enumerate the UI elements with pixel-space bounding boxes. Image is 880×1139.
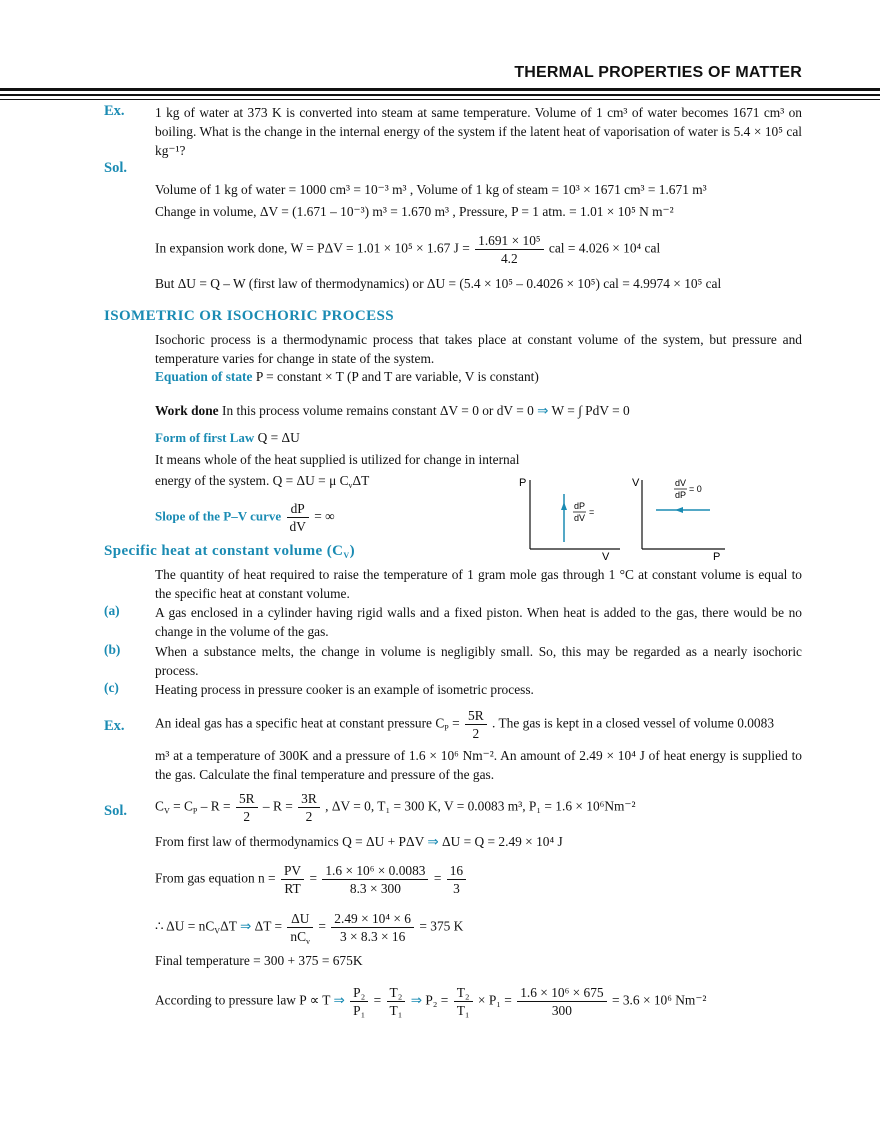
graph2-x-label: P: [713, 551, 721, 563]
cv-symbol: C: [155, 798, 164, 814]
fraction-denominator: $nC_v$: [290, 929, 311, 946]
fraction-numerator: ΔU: [287, 910, 313, 928]
fraction-numerator: 5R: [236, 790, 258, 808]
fraction-numerator: 2.49 × 10⁴ × 6: [331, 910, 414, 928]
graph2-y-label: V: [632, 477, 640, 489]
sol2-line1: $C_V = C_P - R$ = $\frac{5R}{2}$ – R = $\frac{3R}{2}$ , ΔV = 0, T₁ = 300 K, V = 0.0083 m³, P₁ = 1.6 × 10⁶Nm⁻²: [155, 791, 636, 824]
graph1-num: dP: [574, 501, 586, 511]
fraction-numerator: dP: [287, 500, 309, 518]
fraction-numerator: T₂: [387, 984, 406, 1002]
fraction-denominator: 2: [472, 726, 480, 741]
fraction-denominator: 2: [305, 809, 313, 824]
implies-arrow-icon: ⇒: [427, 834, 439, 849]
example-label: Ex.: [104, 103, 125, 119]
work-result: cal = 4.026 × 10⁴ cal: [548, 240, 661, 256]
sol2-line4: ∴ $\Delta U = nC_V\Delta T$ ⇒ ΔT = $\frac{\Delta U}{nC_v}$ = $\frac{\text{2.49 × 10⁴ × 6}}{3 \times 8.3 \times 16}$ = 375 K: [155, 911, 464, 946]
solution-line: Volume of 1 kg of water = 1000 cm³ = 10⁻³ m³ , Volume of 1 kg of steam = 10³ × 1671 cm³ = 1.671 m³: [155, 182, 707, 197]
list-marker: (a): [104, 603, 120, 618]
work-done-text: In this process volume remains constant ΔV = 0 or dV = 0: [221, 403, 534, 418]
work-done-label: Work done: [155, 403, 219, 418]
fraction: [236, 790, 258, 825]
work-integral: W = ∫ PdV = 0: [551, 403, 630, 418]
graph2-num: dV: [675, 478, 687, 488]
means-line-2: [155, 473, 369, 489]
implies-arrow-icon: ⇒: [410, 992, 422, 1008]
list-marker: (c): [104, 680, 119, 695]
delta-t-result: = 375 K: [419, 918, 464, 934]
p2-result: = 3.6 × 10⁶ Nm⁻²: [611, 992, 707, 1008]
fraction-numerator: 3R: [298, 790, 320, 808]
work-text: In expansion work done, W = PΔV = 1.01 × 10⁵ × 1.67 J =: [155, 240, 470, 256]
sol2-line2: [155, 834, 563, 850]
graph1-x-label: V: [602, 551, 610, 563]
graph2-eq: = 0: [689, 484, 702, 494]
example-question: 1 kg of water at 373 K is converted into steam at same temperature. Volume of 1 cm³ of water becomes 1671 cm³ on boiling. What is the change in the internal energy of the system if the latent heat of vaporisation of water is 5.4 × 10⁵ cal kg⁻¹?: [155, 105, 802, 158]
times-p1: × P₁ =: [477, 992, 512, 1008]
graph1-y-label: P: [519, 477, 527, 489]
example2-line1: An ideal gas has a specific heat at constant pressure $C_P$ = $\frac{5R}{2}$ . The gas is kept in a closed vessel of volume 0.0083: [155, 708, 775, 741]
fraction-denominator: 2: [243, 809, 251, 824]
means-line: It means whole of the heat supplied is utilized for change in internal: [155, 452, 520, 467]
fraction: [454, 984, 473, 1019]
fraction: [517, 984, 606, 1019]
fraction-denominator: 3: [453, 881, 460, 896]
fraction: [298, 790, 320, 825]
pressure-law-text: According to pressure law P ∝ T: [155, 992, 331, 1008]
header-rule-3: [0, 99, 880, 100]
list-item: Heating process in pressure cooker is an example of isometric process.: [155, 682, 534, 697]
implies-arrow-icon: ⇒: [333, 992, 345, 1008]
header-rule-2: [0, 94, 880, 96]
arrow-up-icon: [561, 502, 567, 510]
fraction: [281, 862, 304, 897]
fraction-numerator: PV: [281, 862, 304, 880]
subscript: V: [343, 551, 350, 560]
cp-fraction: [465, 707, 487, 742]
sol2-line5: Final temperature = 300 + 375 = 675K: [155, 953, 363, 968]
fraction-numerator: 5R: [465, 707, 487, 725]
implies-arrow-icon: ⇒: [240, 918, 252, 934]
graph1-den: dV: [574, 513, 586, 523]
nc-text: nC: [290, 929, 307, 944]
slope-fraction: [287, 500, 309, 535]
first-law-form: [155, 430, 300, 446]
list-item: A gas enclosed in a cylinder having rigid walls and a fixed piston. When heat is added to the gas, there would be no change in the volume of the gas.: [155, 605, 802, 639]
solution-work-line: [155, 232, 660, 267]
equation-of-state: [155, 369, 539, 385]
sol2-line3: From gas equation n = $\frac{PV}{RT}$ = $\frac{\text{1.6 × 10⁶ × 0.0083}}{8.3 \times 300}$ = $\frac{16}{3}$: [155, 862, 468, 897]
fraction-denominator: T₁: [389, 1003, 403, 1018]
fraction-numerator: P₂: [350, 984, 368, 1002]
means-text: energy of the system. Q = ΔU = μ C: [155, 473, 349, 488]
pv-graphs: [510, 472, 730, 564]
fraction-denominator: 300: [551, 1003, 572, 1018]
example-label: Ex.: [104, 718, 125, 734]
fraction-denominator: dV: [289, 519, 306, 534]
section-heading: ISOMETRIC OR ISOCHORIC PROCESS: [104, 308, 394, 324]
implies-arrow-icon: ⇒: [537, 403, 549, 418]
fraction-numerator: 16: [447, 862, 466, 880]
p2-text: P₂ =: [425, 992, 449, 1008]
equation-label: Equation of state: [155, 369, 253, 384]
fraction-denominator: 3 × 8.3 × 16: [339, 929, 406, 944]
work-fraction: [475, 232, 543, 267]
means-tail: ΔT: [352, 473, 370, 488]
delta-t-text: ΔT: [220, 918, 237, 934]
example2-text-tail: . The gas is kept in a closed vessel of volume 0.0083: [492, 715, 775, 731]
fraction-denominator: 8.3 × 300: [349, 881, 401, 896]
fraction-numerator: 1.6 × 10⁶ × 0.0083: [322, 862, 428, 880]
graph2-den: dP: [675, 490, 687, 500]
fraction: [387, 984, 406, 1019]
fraction: [287, 910, 313, 945]
solution-line: Change in volume, ΔV = (1.671 – 10⁻³) m³ = 1.670 m³ , Pressure, P = 1 atm. = 1.01 × 10⁵ N m⁻²: [155, 204, 674, 219]
example2-text: An ideal gas has a specific heat at constant pressure C: [155, 715, 445, 731]
gas-equation-text: From gas equation n =: [155, 870, 276, 886]
fraction: [322, 862, 428, 897]
slope-line: [155, 500, 335, 535]
fraction: [350, 984, 368, 1019]
delta-t-lhs: ΔT =: [254, 918, 283, 934]
list-marker: (b): [104, 642, 121, 657]
first-law-text: From first law of thermodynamics Q = ΔU + PΔV: [155, 834, 424, 849]
first-law-label: Form of first Law: [155, 430, 255, 445]
isochoric-intro: Isochoric process is a thermodynamic process that takes place at constant volume of the system, but pressure and temperature varies for change in state of the system.: [155, 332, 802, 366]
fraction-numerator: 1.6 × 10⁶ × 675: [517, 984, 606, 1002]
fraction-numerator: T₂: [454, 984, 473, 1002]
slope-label: Slope of the P–V curve: [155, 508, 282, 524]
fraction-denominator: P₁: [353, 1003, 366, 1018]
section-heading-cv: [104, 543, 355, 560]
p-v-graph: [519, 477, 620, 563]
delta-u-result: ΔU = Q = 2.49 × 10⁴ J: [441, 834, 563, 849]
solution-line: But ΔU = Q – W (first law of thermodynamics) or ΔU = (5.4 × 10⁵ – 0.4026 × 10⁵) cal = 4.9974 × 10⁵ cal: [155, 276, 722, 291]
delta-u-text: ∴ ΔU = nC: [155, 918, 215, 934]
work-done: [155, 403, 630, 419]
slope-value: = ∞: [314, 508, 335, 524]
page-header-title: THERMAL PROPERTIES OF MATTER: [514, 64, 802, 81]
fraction-denominator: T₁: [456, 1003, 470, 1018]
fraction: [331, 910, 414, 945]
fraction-denominator: 4.2: [500, 251, 518, 266]
equation-text: P = constant × T (P and T are variable, V is constant): [255, 369, 539, 384]
fraction-denominator: RT: [284, 881, 301, 896]
subscript: v: [348, 481, 353, 490]
list-item: When a substance melts, the change in volume is negligibly small. So, this may be regarded as a nearly isochoric process.: [155, 644, 802, 678]
cv-heading-text: Specific heat at constant volume (C: [104, 543, 344, 559]
sol2-line1-tail: , ΔV = 0, T₁ = 300 K, V = 0.0083 m³, P₁ = 1.6 × 10⁶Nm⁻²: [325, 798, 636, 814]
solution-label: Sol.: [104, 803, 127, 819]
solution-label: Sol.: [104, 160, 127, 176]
cv-intro: The quantity of heat required to raise the temperature of 1 gram mole gas through 1 °C at constant volume is equal to the specific heat at constant volume.: [155, 567, 802, 601]
first-law-text: Q = ΔU: [257, 430, 300, 445]
cv-heading-close: ): [349, 543, 355, 559]
example2-text2: m³ at a temperature of 300K and a pressure of 1.6 × 10⁶ Nm⁻². An amount of 2.49 × 10⁴ J of heat energy is supplied to the gas. Calculate the final temperature and pressure of the gas.: [155, 748, 802, 782]
subscript: P: [444, 723, 449, 733]
sol2-line6: According to pressure law P ∝ T ⇒ $\frac{\text{P₂}}{\text{P₁}}$ = $\frac{\text{T₂}}{\text{T₁}}$ ⇒ P₂ = $\frac{\text{T₂}}{\text{T₁}}$ × P₁ = $\frac{\text{1.6 × 10⁶ × 675}}{300}$ = 3.6 × 10⁶ Nm⁻²: [155, 985, 707, 1018]
graph1-eq: =: [589, 507, 595, 517]
arrow-left-icon: [675, 507, 683, 513]
fraction-numerator: 1.691 × 10⁵: [475, 232, 543, 250]
header-rule-1: [0, 88, 880, 91]
v-p-graph: [632, 477, 725, 563]
fraction: [447, 862, 466, 897]
